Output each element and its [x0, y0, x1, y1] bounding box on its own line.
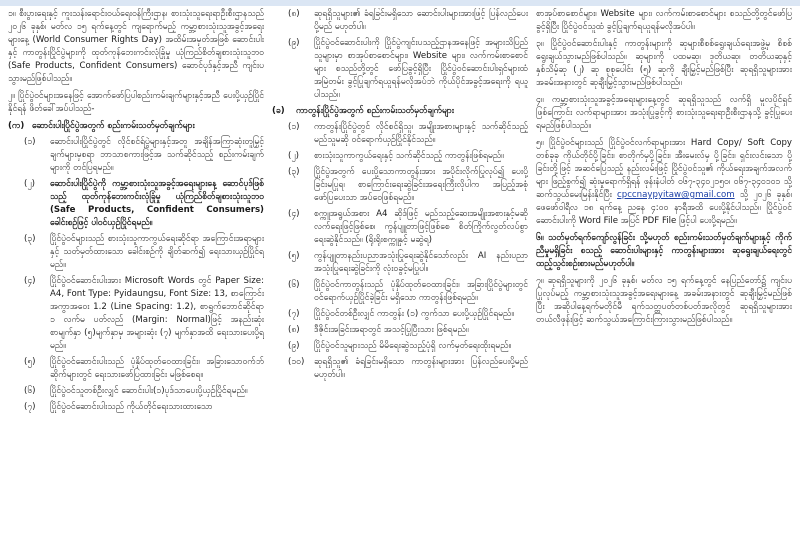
paragraph-2: ၂။ ပြိုင်ပွဲဝင်များအနေဖြင့် အောက်ဖော်ပြပါစည်းကမ်းချက်များနှင့်အညီ ပေးပို့ယှဉ်ပြိုင်နိုင်ရန် ဖိတ်ခေါ်အပ်ပါသည်-: [8, 91, 264, 114]
subheading-kha: [272, 105, 528, 118]
item-number: (၃): [288, 167, 300, 177]
list-item: [272, 250, 528, 276]
item-number: (၄): [288, 209, 300, 219]
item-text: ဆောင်းပါးပြိုင်ပွဲကို ကမ္ဘာ့စားသုံးသူအခွင့်အရေးများနေ့ ဆောင်ပုဒ်ဖြစ်သည့် ထုတ်ကုန်ဘေးကင်းလုံခြုံမှု ယုံကြည်စိတ်ချစားသုံးသူဘဝ (Safe Products, Confident Consumers) ခေါင်းစဉ်ဖြင့် ပါဝင်ယှဉ်ပြိုင်ရမည်။: [50, 179, 264, 228]
item-number: (၉): [288, 341, 300, 351]
item-number: (၄): [24, 276, 36, 286]
item-number: (၅): [288, 251, 300, 261]
list-item: [8, 275, 264, 353]
item-text: ဆောင်းပါးပြိုင်ပွဲတွင် လိုင်စင်ရ်ပွဲများနှင့်အတူ အချိန်အကြာဆုံးတူမြှင့်ချက်များမှစရာ ဘာသာစကားဖြင့်အ သက်ဆိုင်သည့် စည်းကမ်းချက်များကို တင်ပြရမည်။: [50, 137, 264, 173]
list-item: [8, 233, 264, 272]
paragraph-7: ၇။ ဆုရရှိသူများကို ၂၀၂၆ ခုနှစ်၊ မတ်လ ၁၅ ရက်နေ့တွင် နေပြည်တော်၌ ကျင်းပပြုလုပ်မည့် ကမ္ဘာ့စားသုံးသူအခွင့်အရေးများနေ့ အခမ်းအနားတွင် ဆုချီးမြှင့်မည်ဖြစ်ပြီး အဆိုပါနေ့ရက်မတိုင်မီ ရက်သတ္တပတ်တစ်ပတ်အလိုတွင် ဆုရရှိသူများအား တယ်လီဖုန်းဖြင့် ဆက်သွယ်အကြောင်းကြားသွားမည်ဖြစ်ပါသည်။: [536, 276, 792, 325]
item-text: ပြိုင်ပွဲဝင်ဆောင်းပါးသည် ကိုယ်တိုင်ရေးသားထားသော: [50, 402, 213, 412]
list-item: [272, 324, 528, 337]
list-item: [272, 121, 528, 147]
item-text: ပြိုင်ပွဲဝင်ဆောင်းပါးသည် ပုံနှိပ်ထုတ်ဝေထားခြင်း၊ အခြားသောဝက်ဘ်ဆိုက်များတွင် ရေးသားဖော်ပြထားခြင်း မဖြစ်စေရ။: [50, 357, 264, 380]
item-number: (၇): [24, 402, 36, 412]
list-item: [272, 356, 528, 382]
item-text: ပြိုင်ပွဲဝင်သူတစ်ဦးလျှင် ဆောင်းပါး(၁)ပုဒ်သာပေးပို့ယှဉ်ပြိုင်ရမည်။: [50, 386, 248, 396]
subheading-text: ဆောင်းပါးပြိုင်ပွဲအတွက် စည်းကမ်းသတ်မှတ်ချက်များ: [32, 121, 195, 131]
list-item: [8, 178, 264, 230]
list-item: [8, 385, 264, 398]
column-3: [536, 8, 792, 550]
item-text: ပြိုင်ပွဲဝင်သူများသည် မိမိရေးဆွဲသည့်ပုံရှိ လက်မှတ်ရေးထိုးရမည်။: [314, 341, 512, 351]
item-text: ပြိုင်ပွဲအတွက် ပေးပို့သောကာတွန်းအား အပိုင်းလိုက်ပြုလုပ်၍ ပေးပို့ခြင်းမပြုရ၊ စာကြောင်းရေးဆွဲခြင်းအရေးကြီးလိုပါက အပြည့်အစုံ ဖော်ပြပေးသာ အပ်ဝေဖြစ်ရမည်။: [314, 167, 528, 203]
item-number: (၇): [288, 309, 300, 319]
list-item: [272, 279, 528, 305]
continued-text: စာအုပ်စာစောင်များ၊ Website များ၊ လက်ကမ်းစာစောင်များ စသည်တို့တွင်ဖော်ပြခွင့်ရှိပြီး ပြိုင်ပွဲဝင်သူထံ ခွင့်ပြုချက်ရယူရန်မလိုအပ်ပါ။: [536, 9, 792, 32]
list-item: [272, 308, 528, 321]
list-item: [272, 208, 528, 247]
item-text: ကာတွန်းပြိုင်ပွဲတွင် လိုင်စင်ရှိသူ၊ အမျိုးအစားများနှင့် သက်ဆိုင်သည့် မည်သူမဆို ဝင်ရောက်ယှဉ်ပြိုင်နိုင်သည်။: [314, 122, 528, 145]
list-item: [272, 37, 528, 102]
list-item: [8, 136, 264, 175]
list-item: [272, 150, 528, 163]
paragraph-5: [536, 137, 792, 228]
item-number: (၈): [288, 325, 300, 335]
item-number: (၆): [288, 280, 300, 290]
paragraph-5-text-b: သို့ ၂၀၂၆ ခုနှစ်၊ ဖေဖော်ဝါရီလ ၁၈ ရက်နေ့ ညနေ ၄:၀၀ နာရီအထိ ပေးပို့နိုင်ပါသည်။ ပြိုင်ပွဲဝင်ဆောင်းပါးကို Word File အပြင် PDF File ဖြင့်ပါ ပေးပို့ရမည်။: [536, 190, 792, 226]
header-strip: [0, 0, 800, 6]
email-link[interactable]: cpccnaypyitaw@gmail.com: [617, 190, 735, 200]
item-text: ပြိုင်ပွဲဝင်ဆောင်းပါးကို ပြိုင်ပွဲကျင်းပသည့်ဌာနအနေဖြင့် အများသိပြည်သူများမှာ စာအုပ်စာစောင်များ၊ Website များ၊ လက်ကမ်းစာစောင်များ စသည်တို့တွင် ဖော်ပြခွင့်ရှိပြီး ပြိုင်ပွဲဝင်ဆောင်းပါးရှင်များထံ အမြဲတမ်း ခွင့်ပြုချက်ရယူရန်မလိုအပ်ဘဲ ကိုယ်ပိုင်အခွင့်အရေးကို ရယူပါသည်။: [314, 38, 528, 100]
paragraph-6: ၆။ သတ်မှတ်ရက်ကျော်လွန်ခြင်း သို့မဟုတ် စည်းကမ်းသတ်မှတ်ချက်များနှင့် ကိုက်ညီမှုမရှိခြင်း စသည့် ဆောင်းပါးများနှင့် ကာတွန်းများအား ဆုရွေးချယ်ရေးတွင် ထည့်သွင်းစဉ်းစားမည်မဟုတ်ပါ။: [536, 233, 792, 269]
item-text: စက္ကူအရွယ်အစား A4 ဆိုဒ်ဖြင့် မည်သည့်ဆေးအမျိုးအစားနှင့်မဆို လက်ရေးဖြင့်ဖြစ်စေ၊ ကွန်ပျူတာဖြင့်ဖြစ်စေ စိတ်ကြိုက်လွတ်လပ်စွာ ရေးဆွဲနိုင်သည်။ (ရိုးရိုးစက္ကူနှင့် မဆွဲရ): [314, 209, 528, 245]
item-text: စားသုံးသူကာကွယ်ရေးနှင့် သက်ဆိုင်သည့် ကာတွန်းဖြစ်ရမည်။: [314, 151, 504, 161]
item-text: ကွန်ပျူတာနည်းပညာအသုံးပြုရေးဆွဲနိုင်သော်လည်း AI နည်းပညာအသုံးပြုရေးဆွဲခြင်းကို လုံးဝခွင့်မပြုပါ။: [314, 251, 528, 274]
item-number: (၃): [24, 234, 36, 244]
list-item: [8, 401, 264, 414]
item-number: (၉): [288, 38, 300, 48]
item-text: ပြိုင်ပွဲဝင်များသည် စားသုံးသူကာကွယ်ရေးဆိုင်ရာ အကြောင်းအရာများနှင့် သတ်မှတ်ထားသော ခေါင်းစဉ်ကို ချိတ်ဆက်၍ ရေးသားယှဉ်ပြိုင်ရမည်။: [50, 234, 264, 270]
item-number: (၂): [288, 151, 299, 161]
paragraph-4: ၄။ ကမ္ဘာ့စားသုံးသူအခွင့်အရေးများနေ့တွင် ဆုရရှိသူသည် လက်ရှိ မူလပိုင်ရှင်ဖြစ်ကြောင်း လက်ရာများအား အသုံးပြုခွင့်ကို စားသုံးသူရေးရာဦးစီးဌာနသို့ ခွင့်ပြုပေးရမည်ဖြစ်ပါသည်။: [536, 95, 792, 131]
item-text: ဆုရရှိသူ၏ ခံရခြင်းမရှိသော ကာတွန်းများအား ပြန်လည်ပေးပို့မည်မဟုတ်ပါ။: [314, 357, 528, 380]
item-number: (၅): [24, 357, 36, 367]
column-2: [272, 8, 528, 550]
item-text: ပြိုင်ပွဲဝင်ကာတွန်းသည် ပုံနှိပ်ထုတ်ဝေထားခြင်း၊ အခြားပြိုင်ပွဲများတွင် ဝင်ရောက်ယှဉ်ပြိုင်ခဲ့ခြင်း မရှိသော ကာတွန်းဖြစ်ရမည်။: [314, 280, 528, 303]
item-text: ဒီဇိုင်းအခြင်းအရာတွင် အသင့်ပြုပြီးသား ဖြစ်ရမည်။: [314, 325, 469, 335]
item-number: (၆): [24, 386, 36, 396]
paragraph-3: ၃။ ပြိုင်ပွဲဝင်ဆောင်းပါးနှင့် ကာတွန်းများကို ဆုများစီစစ်ရွေးချယ်ရေးအဖွဲ့မှ စိစစ်ရွေးချယ်သွားမည်ဖြစ်ပါသည်။ ဆုများကို ပထမဆု၊ ဒုတိယဆု၊ တတိယဆုနှင့် နှစ်သိမ့်ဆု (၂) ဆု စုစုပေါင်း (၅) ဆုကို ချီးမြှင့်မည်ဖြစ်ပြီး ဆုရရှိသူများအား အခမ်းအနားတွင် ဆုချီးမြှင့်သွားမည်ဖြစ်ပါသည်။: [536, 39, 792, 88]
item-text: ပြိုင်ပွဲဝင်ဆောင်းပါးအား Microsoft Words တွင် Paper Size: A4, Font Type: Pyidaungsu, Font Size: 13, စာကြောင်းအကွာအဝေး 1.2 (Line Spacing: 1.2), စာရွက်ဘောင်ဆိုင်ရာ ၁ လက်မ ပတ်လည် (Margin: Normal)ဖြင့် အနည်းဆုံးစာမျက်နှာ (၅)မျက်နှာမှ အများဆုံး (၇) မျက်နှာအထိ ရေးသားပေးပို့ရမည်။: [50, 276, 264, 351]
item-number: (၈): [288, 9, 300, 19]
item-number: (၁): [288, 122, 300, 132]
item-number: (၂): [24, 179, 35, 189]
list-item: [8, 356, 264, 382]
item-number: (၁): [24, 137, 36, 147]
list-item: [272, 166, 528, 205]
item-text: ပြိုင်ပွဲဝင်တစ်ဦးလျှင် ကာတွန်း (၁) ကွက်သာ ပေးပို့ယှဉ်ပြိုင်ရမည်။: [314, 309, 514, 319]
paragraph-5-text-a: ၅။ ပြိုင်ပွဲဝင်များသည် ပြိုင်ပွဲဝင်လက်ရာများအား Hard Copy/ Soft Copy တစ်ခုခု ကိုယ်တိုင်ပို့ခြင်း၊ စာတိုက်မှပို့ခြင်း၊ အီးမေးလ်မှ ပို့ခြင်း၊ ရှင်းလင်းသော ပို့ခြင်းတို့ဖြင့် အဆင်ပြေသည့် နည်းလမ်းဖြင့် ပြိုင်ပွဲဝင်သူ၏ ကိုယ်ရေးအချက်အလက်များ ဖြည့်စွက်၍ ဆုံးမှုရောက်ရှိရန် ဖုန်းနံပါတ် ၀၆၇-၃၄၀၂၁၅၀၊ ၀၆၇-၃၄၀၁၀၁ သို့ဆက်သွယ်မေးမြန်းနိုင်ပြီး: [536, 138, 792, 200]
item-number: (၁၀): [288, 357, 305, 367]
subheading-number: (က): [8, 121, 25, 131]
paragraph-1: ၁။ စီးပွားရေးနှင့် ကူးသန်းရောင်းဝယ်ရေးဝန်ကြီးဌာန၊ စားသုံးသူရေးရာဦးစီးဌာနသည် ၂၀၂၆ ခုနှစ်၊ မတ်လ ၁၅ ရက်နေ့တွင် ကျရောက်မည့် ကမ္ဘာ့စားသုံးသူအခွင့်အရေးများနေ့ (World Consumer Rights Day) အထိမ်းအမှတ်အဖြစ် ဆောင်းပါးနှင့် ကာတွန်းပြိုင်ပွဲများကို ထုတ်ကုန်ဘေးကင်းလုံခြုံမှု ယုံကြည်စိတ်ချစားသုံးသူဘဝ (Safe Products, Confident Consumers) ဆောင်ပုဒ်နှင့်အညီ ကျင်းပသွားမည်ဖြစ်ပါသည်။: [8, 9, 264, 84]
list-item: [272, 340, 528, 353]
subheading-number: (ခ): [272, 106, 285, 116]
column-1: [8, 8, 264, 550]
subheading-text: ကာတွန်းပြိုင်ပွဲအတွက် စည်းကမ်းသတ်မှတ်ချက်များ: [296, 106, 454, 116]
item-text: ဆုရရှိသူများ၏ ခံရခြင်းမရှိသော ဆောင်းပါးများအားဖြင့် ပြန်လည်ပေးပို့မည် မဟုတ်ပါ။: [314, 9, 528, 32]
subheading-ka: [8, 120, 264, 133]
list-item: [272, 8, 528, 34]
